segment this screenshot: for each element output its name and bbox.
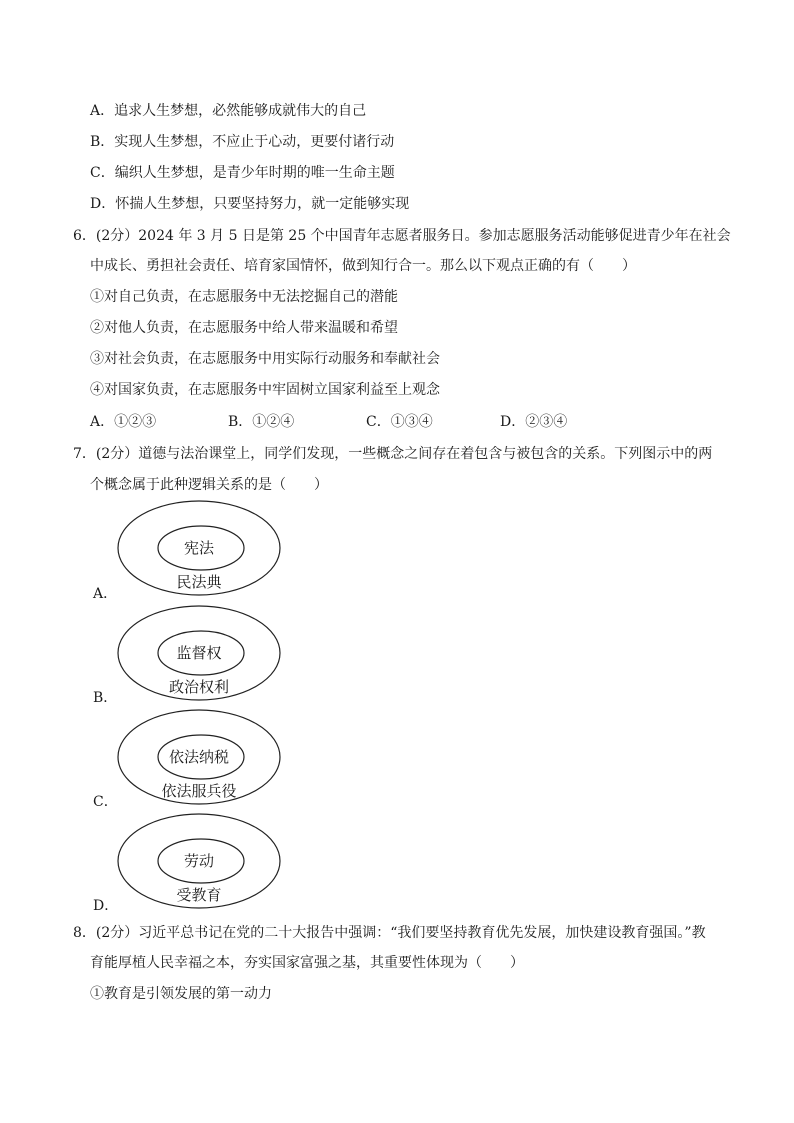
q5-option-a: A．追求人生梦想，必然能够成就伟大的自己: [90, 103, 367, 119]
q8-stem-line2: 育能厚植人民幸福之本，夯实国家富强之基，其重要性体现为（ ）: [90, 955, 524, 971]
q8-stem-line1: 8．(2分）习近平总书记在党的二十大报告中强调：“我们要坚持教育优先发展，加快建设教育强国。”教: [73, 925, 706, 941]
q8-statement-1: ①教育是引领发展的第一动力: [90, 986, 272, 1002]
q6-choice-b: B．①②④: [228, 414, 295, 430]
q5-option-c: C．编织人生梦想，是青少年时期的唯一生命主题: [90, 165, 395, 181]
diagram-c-inner-label: 依法纳税: [168, 748, 229, 766]
diagram-b: [116, 603, 282, 707]
diagram-d-outer-label: 受教育: [176, 886, 222, 904]
q6-choice-d: D．②③④: [500, 414, 568, 430]
diagram-c-outer-label: 依法服兵役: [161, 782, 237, 800]
q6-stem-line1: 6．(2分）2024 年 3 月 5 日是第 25 个中国青年志愿者服务日。参加志愿服务活动能够促进青少年在社会: [73, 228, 731, 244]
diagram-b-inner-label: 监督权: [176, 644, 222, 662]
diagram-b-letter: B．: [93, 690, 118, 706]
q6-stem-line2: 中成长、勇担社会责任、培育家国情怀，做到知行合一。那么以下观点正确的有（ ）: [90, 258, 636, 274]
q5-option-d: D．怀揣人生梦想，只要坚持努力，就一定能够实现: [90, 196, 410, 212]
q7-stem-line1: 7．(2分）道德与法治课堂上，同学们发现，一些概念之间存在着包含与被包含的关系。下列图示中的两: [73, 446, 713, 462]
q6-choice-a: A．①②③: [90, 414, 157, 430]
diagram-a-outer-label: 民法典: [176, 573, 222, 591]
q6-choice-c: C．①③④: [366, 414, 433, 430]
diagram-a: [116, 498, 282, 602]
diagram-d-letter: D．: [93, 898, 119, 914]
q6-statement-4: ④对国家负责，在志愿服务中牢固树立国家利益至上观念: [90, 382, 440, 398]
diagram-c: [116, 707, 282, 811]
q6-statement-2: ②对他人负责，在志愿服务中给人带来温暖和希望: [90, 320, 398, 336]
q6-statement-3: ③对社会负责，在志愿服务中用实际行动服务和奉献社会: [90, 351, 440, 367]
q5-option-b: B．实现人生梦想，不应止于心动，更要付诸行动: [90, 134, 395, 150]
diagram-a-inner-label: 宪法: [183, 539, 214, 557]
diagram-b-outer-label: 政治权利: [168, 678, 229, 696]
diagram-d: [116, 811, 282, 915]
diagram-c-letter: C．: [93, 794, 118, 810]
q7-stem-line2: 个概念属于此种逻辑关系的是（ ）: [90, 477, 328, 493]
diagram-a-letter: A．: [93, 586, 118, 602]
diagram-d-inner-label: 劳动: [183, 852, 214, 870]
q6-statement-1: ①对自己负责，在志愿服务中无法挖掘自己的潜能: [90, 289, 398, 305]
